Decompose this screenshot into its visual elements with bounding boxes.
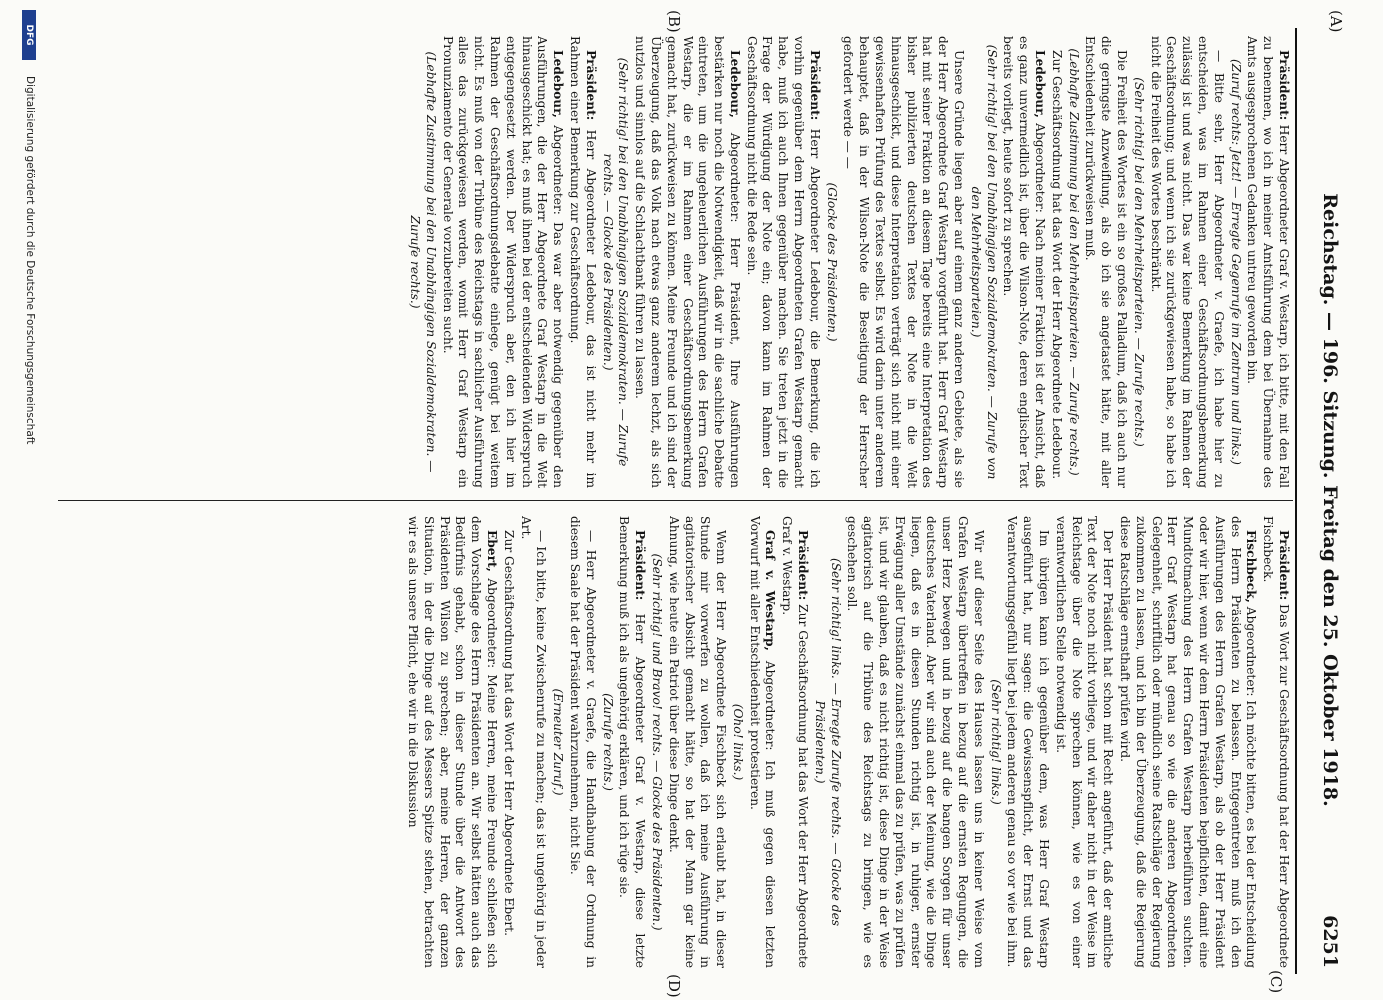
speech-text: — Ich bitte, keine Zwischenrufe zu machen; das ist ungehörig in jeder Art. xyxy=(518,516,549,968)
speech-text: Im übrigen kann ich gegenüber dem, was Herr Graf Westarp ausgeführt hat, nur sagen: die Gewissenspflicht, der Ernst und das Verantwortungsgefühl liegt bei jedem anderen genau so vor wie bei ihm. xyxy=(1005,516,1052,968)
stage-direction: (Zurufe rechts.) xyxy=(600,693,615,791)
speaker-name: Ledebour, xyxy=(551,50,566,118)
speech-paragraph xyxy=(746,516,778,968)
speech-text: Herr Abgeordneter Graf v. Westarp, ich bitte, mit den Fall zu benennen, wo ich in meiner Amtsführung dem bei Übernahme des Amts ausgesprochenen Gedanken untreu geworden bin. xyxy=(1245,36,1291,488)
speech-text: Herr Abgeordneter Graf v. Westarp, diese letzte Bemerkung muß ich als ungehörig erklären, und ich rüge sie. xyxy=(617,516,648,968)
dfg-logo: DFG xyxy=(22,10,36,60)
speech-paragraph xyxy=(1052,516,1115,968)
speech-text: Zur Geschäftsordnung hat das Wort der Herr Abgeordnete Ledebour. xyxy=(1049,50,1064,480)
speaker-name: Präsident: xyxy=(1277,530,1291,601)
speech-text: Wir auf dieser Seite des Hauses lassen uns in keiner Weise vom Grafen Westarp übertreffen in bezug auf die ernsten Regungen, die unser Herz bewegen und in bezug auf die bangen Sorgen für unser deutsches Vaterland. Aber wir sind auch der Meinung, wie die Dinge liegen, daß es in diesen Stunden richtig ist, in ruhiger, ernster Erwägung aller Umstände zunächst einmal das zu prüfen, was zu prüfen ist, und wir glauben, daß es nicht richtig ist, diese Dinge in der Weise agitatorisch auf die Tribüne des Reichstags zu bringen, wie es geschehen soll. xyxy=(845,516,986,968)
column-divider xyxy=(58,500,1293,501)
speech-paragraph xyxy=(616,516,648,968)
page-header xyxy=(1301,32,1345,968)
header-rule xyxy=(1295,28,1297,974)
speech-paragraph xyxy=(1004,516,1051,968)
speech-paragraph xyxy=(1000,36,1047,488)
speech-text: Abgeordneter: Ich möchte bitten, es bei der Entscheidung des Herrn Präsidenten zu belassen. Entgegentreten muß ich den Ausführungen des Herrn Grafen Westarp, als ob der Herr Präsident oder wir hier, wenn wir dem Herrn Präsidenten beipflichten, damit eine Mundtotmachung des Herrn Grafen Westarp herbeiführen suchten. Herr Graf Westarp hat genau so wie die anderen Abgeordneten Gelegenheit, schriftlich oder mündlich seine Ratschläge der Regierung zukommen zu lassen, und ich bin der Überzeugung, daß die Regierung diese Ratschläge ernsthaft prüfen wird. xyxy=(1118,516,1259,968)
stage-direction: (Sehr richtig! links.) xyxy=(988,679,1003,805)
stage-direction: (Lebhafte Zustimmung bei den Mehrheitsparteien. — Zurufe rechts.) xyxy=(1066,48,1081,476)
speech-paragraph xyxy=(665,516,728,968)
speech-paragraph xyxy=(517,516,549,968)
speech-paragraph xyxy=(631,36,742,488)
speech-paragraph xyxy=(439,36,565,488)
speech-text: Herr Abgeordneter Ledebour, die Bemerkung, die ich vorhin gegenüber dem Herrn Abgeordneten Grafen Westarp gemacht habe, muß ich auch Ihnen gegenüber machen. Sie treten jetzt in die Frage der Würdigung der Note ein; davon kann im Rahmen der Geschäftsordnung nicht die Rede sein. xyxy=(744,36,822,488)
speech-paragraph xyxy=(1082,36,1129,488)
page-number: 6251 xyxy=(1319,915,1341,968)
stage-direction: (Sehr richtig! bei den Unabhängigen Sozialdemokraten. — Zurufe rechts. — Glocke des Präsidenten.) xyxy=(600,57,631,467)
speech-text: Das Wort zur Geschäftsordnung hat der Herr Abgeordnete Fischbeck. xyxy=(1261,516,1291,968)
speech-paragraph xyxy=(1147,36,1226,488)
speech-text: Zur Geschäftsordnung hat das Wort der Herr Abgeordnete Ebert. xyxy=(501,530,516,936)
stage-direction: (Erneuter Zuruf.) xyxy=(551,688,566,796)
speech-paragraph xyxy=(1048,36,1064,488)
speech-text: Die Freiheit des Wortes ist ein so großes Palladium, daß ich auch nur die geringste Anzweiflung, als ob ich sie angetastet hätte, mit aller Entschiedenheit zurückweisen muß. xyxy=(1083,36,1130,488)
speaker-name: Präsident: xyxy=(796,530,811,601)
left-text-column xyxy=(46,36,1291,488)
speech-paragraph xyxy=(743,36,822,488)
speech-text: — Herr Abgeordneter v. Graefe, die Handhabung der Ordnung in diesem Saale hat der Präsident wahrzunehmen, nicht Sie. xyxy=(567,516,598,968)
speaker-name: Ledebour, xyxy=(727,50,742,118)
margin-marker-d: (D) xyxy=(665,974,683,998)
speaker-name: Präsident: xyxy=(583,50,598,121)
stage-direction: (Sehr richtig! bei den Unabhängigen Sozialdemokraten. — Zurufe von den Mehrheitsparteien.) xyxy=(968,44,999,480)
speaker-name: Ebert, xyxy=(484,530,499,572)
speech-paragraph xyxy=(500,516,516,968)
stage-direction: (Zuruf rechts: Jetzt! — Erregte Gegenrufe im Zentrum und links.) xyxy=(1228,59,1243,465)
speech-text: Zur Geschäftsordnung hat das Wort der Herr Abgeordnete Graf v. Westarp. xyxy=(780,516,811,968)
speech-text: Abgeordneter: Ich muß gegen diesen letzten Vorwurf mit aller Entschiedenheit protestieren. xyxy=(747,516,778,968)
speaker-name: Ledebour, xyxy=(1033,50,1048,118)
speech-text: Wenn der Herr Abgeordnete Fischbeck sich erlaubt hat, in dieser Stunde mir vorwerfen zu wollen, daß ich meine Ausführung in agitatorischer Absicht gemacht hätte, so hat der Mann gar keine Ahnung, wie heute ein Patriot über diese Dinge denkt. xyxy=(666,516,729,968)
stage-direction: (Oho! links.) xyxy=(730,703,745,781)
speaker-name: Fischbeck, xyxy=(1244,530,1259,603)
speech-text: Abgeordneter: Nach meiner Fraktion ist der Ansicht, daß es ganz unvermeidlich ist, über die Wilson-Note, deren englischer Text bereits vorliegt, heute sofort zu sprechen. xyxy=(1001,36,1048,488)
speaker-name: Präsident: xyxy=(633,530,648,601)
right-text-column xyxy=(46,516,1291,968)
speech-text: Der Herr Präsident hat schon mit Recht angeführt, daß der amtliche Text der Note noch nicht vorliege, und wir daher nicht in der Weise im Reichstage über die Note sprechen können, wie es von einer verantwortlichen Stelle notwendig ist. xyxy=(1053,516,1116,968)
speech-text: Abgeordneter: Meine Herren, meine Freunde schließen sich dem Vorschlage des Herrn Präsidenten an. Wir selbst hätten auch das Bedürfnis gehabt, schon in dieser Stunde über die Antwort des Präsidenten Wilson zu sprechen; aber, meine Herren, der ganzen Situation, in der die Dinge auf des Messers Spitze stehen, betrachten wir es als unsere Pflicht, ehe wir in die Diskussion xyxy=(405,516,499,968)
speech-text: Unsere Gründe liegen aber auf einem ganz anderen Gebiete, als sie der Herr Abgeordnete Graf Westarp vorgeführt hat. Herr Graf Westarp hat mit seiner Fraktion an diesem Tage bereits eine Interpretation des bisher publizierten deutschen Textes der Note in die Welt hinausgeschickt, und diese Interpretation verträgt sich nicht mit einer gewissenhaften Prüfung des Textes selbst. Es wird darin unter anderem behauptet, daß in der Wilson-Note die Beseitigung der Herrscher gefordert werde — — xyxy=(841,36,967,488)
speech-text: Herr Abgeordneter Ledebour, das ist nicht mehr im Rahmen einer Bemerkung zur Geschäftsordnung. xyxy=(567,36,598,488)
stage-direction: (Sehr richtig! und Bravo! rechts. — Glocke des Präsidenten.) xyxy=(649,553,664,931)
margin-marker-c: (C) xyxy=(1267,970,1285,994)
speaker-name: Präsident: xyxy=(807,50,822,121)
speech-text: — Bitte sehr, Herr Abgeordneter v. Graefe, ich habe hier zu entscheiden, was im Rahmen einer Geschäftsordnungsbemerkung zulässig ist und was nicht. Das war keine Bemerkung im Rahmen der Geschäftsordnung; und wenn ich sie zurückgewiesen habe, so habe ich nicht die Freiheit des Wortes beschränkt. xyxy=(1148,36,1226,488)
speaker-name: Präsident: xyxy=(1277,50,1291,121)
stage-direction: (Glocke des Präsidenten.) xyxy=(824,182,839,342)
speech-text: Abgeordneter: Herr Präsident, Ihre Ausführungen bestärken nur noch die Notwendigkeit, daß wir in die sachliche Debatte eintreten, um die ungeheuerlichen Ausführungen des Herrn Grafen Westarp, die er im Rahmen einer Geschäftsordnungsbemerkung gemacht hat, zurückweisen zu können. Meine Freunde und ich sind der Überzeugung, daß das Volk nach etwas ganz anderem lechzt, als sich nutzlos und sinnlos auf die Schlachtbank führen zu lassen. xyxy=(633,36,742,488)
speech-paragraph xyxy=(844,516,986,968)
stage-direction: (Sehr richtig! bei den Mehrheitsparteien. — Zurufe rechts.) xyxy=(1131,77,1146,447)
speech-paragraph xyxy=(1116,516,1258,968)
margin-marker-a: (A) xyxy=(1327,10,1345,33)
digitization-credit: Digitalisierung gefördert durch die Deutsche Forschungsgemeinschaft xyxy=(24,76,36,445)
margin-marker-b: (B) xyxy=(665,10,683,33)
speaker-name: Graf v. Westarp, xyxy=(763,530,778,651)
speech-paragraph xyxy=(566,36,598,488)
speech-text: Abgeordneter: Das war aber notwendig gegenüber den Ausführungen, die der Herr Abgeordnete Graf Westarp in die Welt hinausgeschickt hat; es muß ihnen bei der entscheidenden Widerspruch entgegengesetzt werden. Der Widerspruch aber, den ich hier im Rahmen der Geschäftsordnungsdebatte einlege, genügt bei weitem nicht. Es muß von der Tribüne des Reichstags in sachlicher Ausführung alles das zurückgewiesen werden, womit Herr Graf Westarp ein Pronunziamento der Generale vorzubereiten sucht. xyxy=(440,36,566,488)
speech-paragraph xyxy=(1244,36,1291,488)
header-title: Reichstag. — 196. Sitzung. Freitag den 25. Oktober 1918. xyxy=(1319,193,1341,807)
speech-paragraph xyxy=(566,516,598,968)
speech-paragraph xyxy=(404,516,499,968)
speech-paragraph xyxy=(840,36,966,488)
speech-paragraph xyxy=(1259,516,1291,968)
digitization-footer xyxy=(18,0,38,1000)
stage-direction: (Lebhafte Zustimmung bei den Unabhängigen Sozialdemokraten. — Zurufe rechts.) xyxy=(407,51,438,473)
stage-direction: (Sehr richtig! links. — Erregte Zurufe rechts. — Glocke des Präsidenten.) xyxy=(812,557,843,927)
speech-paragraph xyxy=(779,516,811,968)
